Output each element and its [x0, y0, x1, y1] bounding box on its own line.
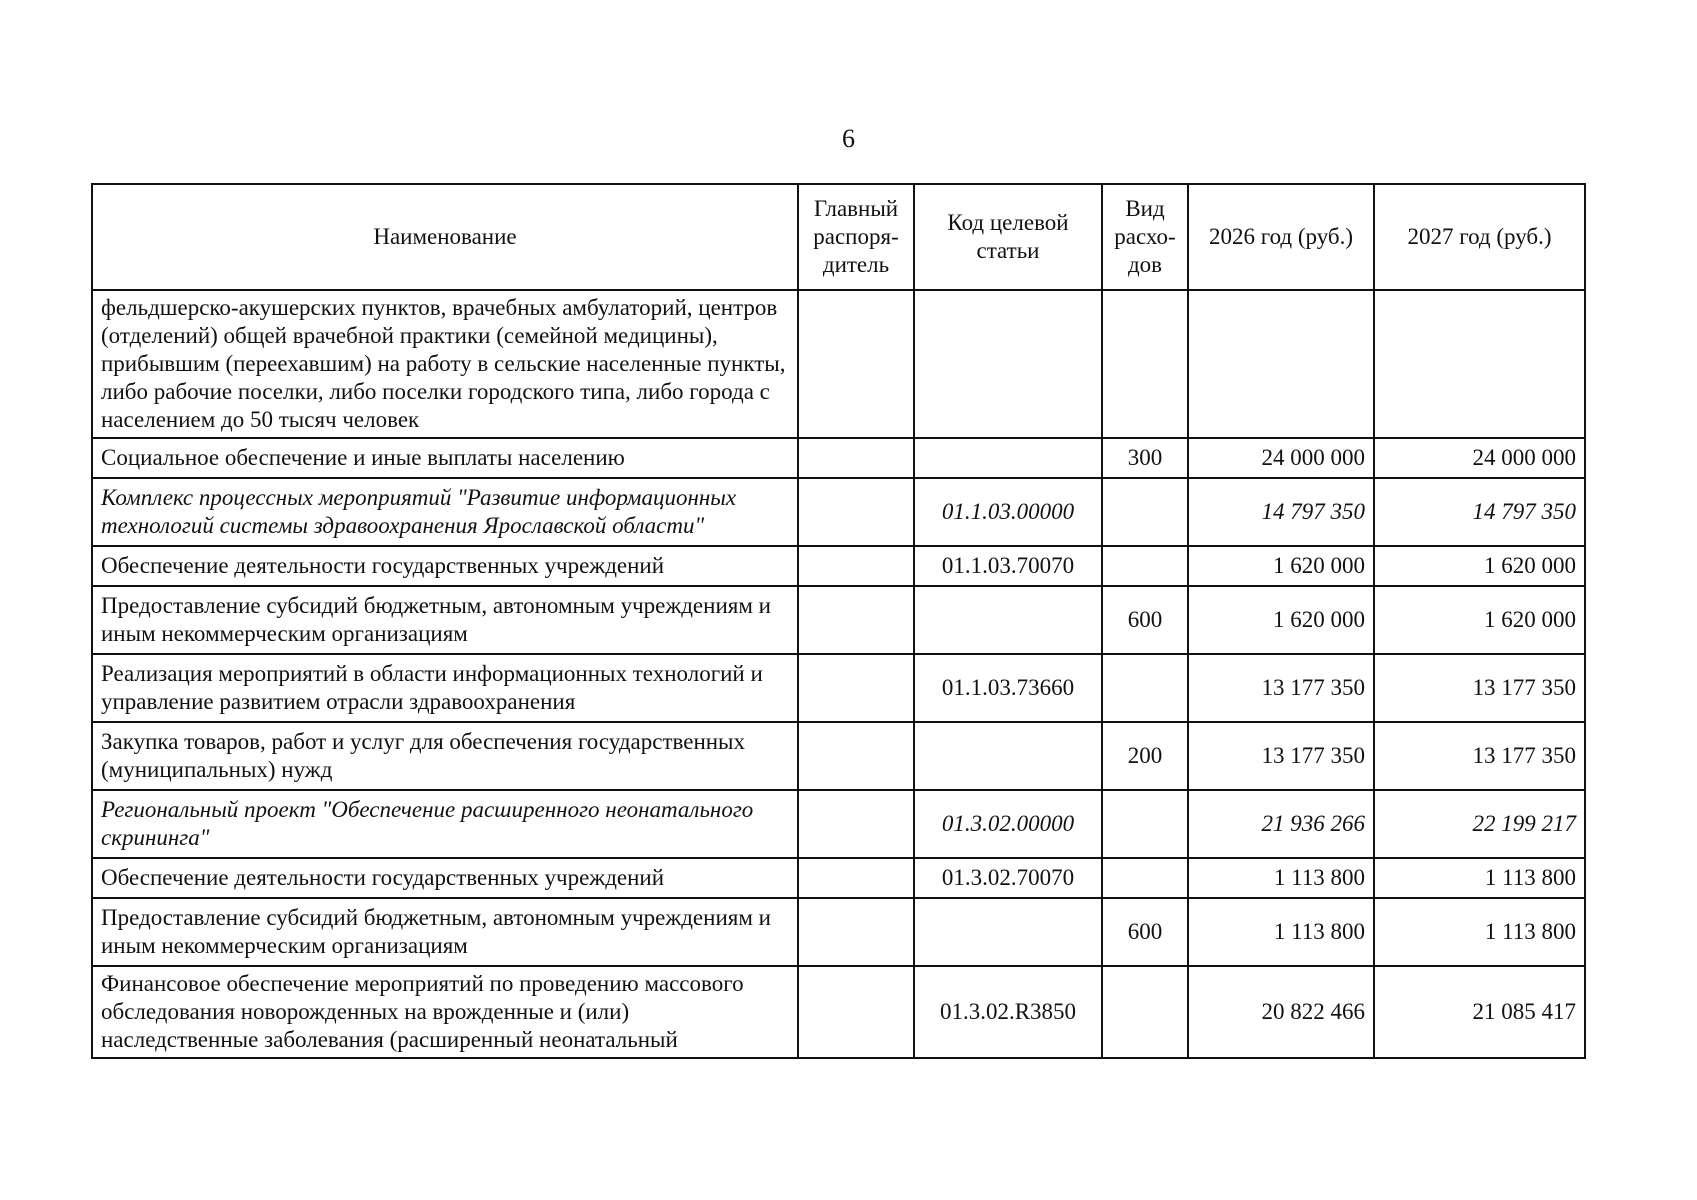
cell-name: Обеспечение деятельности государственных учреждений — [92, 546, 798, 586]
cell-manager — [798, 966, 914, 1058]
header-kind: Вид расхо- дов — [1102, 184, 1188, 290]
cell-code — [914, 586, 1102, 654]
cell-code: 01.3.02.R3850 — [914, 966, 1102, 1058]
cell-name: Закупка товаров, работ и услуг для обеспечения государственных (муниципальных) нужд — [92, 722, 798, 790]
header-2026: 2026 год (руб.) — [1188, 184, 1374, 290]
cell-code: 01.1.03.73660 — [914, 654, 1102, 722]
cell-kind: 600 — [1102, 898, 1188, 966]
cell-amount-2027: 1 113 800 — [1374, 858, 1585, 898]
cell-amount-2027: 13 177 350 — [1374, 722, 1585, 790]
table-row — [92, 966, 1585, 1058]
cell-kind — [1102, 290, 1188, 438]
cell-name: Предоставление субсидий бюджетным, автономным учреждениям и иным некоммерческим организациям — [92, 586, 798, 654]
cell-kind — [1102, 478, 1188, 546]
cell-code: 01.1.03.00000 — [914, 478, 1102, 546]
header-code: Код целевой статьи — [914, 184, 1102, 290]
table-row — [92, 546, 1585, 586]
cell-kind — [1102, 966, 1188, 1058]
cell-name: Комплекс процессных мероприятий "Развитие информационных технологий системы здравоохранения Ярославской области" — [92, 478, 798, 546]
cell-manager — [798, 546, 914, 586]
cell-manager — [798, 654, 914, 722]
cell-name: Обеспечение деятельности государственных учреждений — [92, 858, 798, 898]
table-row — [92, 438, 1585, 478]
cell-kind: 600 — [1102, 586, 1188, 654]
cell-manager — [798, 290, 914, 438]
cell-kind — [1102, 546, 1188, 586]
cell-manager — [798, 858, 914, 898]
table-row — [92, 586, 1585, 654]
table-row — [92, 722, 1585, 790]
table-row — [92, 478, 1585, 546]
table-row — [92, 790, 1585, 858]
cell-name: фельдшерско-акушерских пунктов, врачебных амбулаторий, центров (отделений) общей врачебной практики (семейной медицины), прибывшим (переехавшим) на работу в сельские населенные пункты, либо рабочие поселки, либо поселки городского типа, либо города с населением до 50 тысяч человек — [92, 290, 798, 438]
cell-amount-2027 — [1374, 290, 1585, 438]
cell-code: 01.1.03.70070 — [914, 546, 1102, 586]
cell-amount-2026: 14 797 350 — [1188, 478, 1374, 546]
cell-amount-2027: 1 113 800 — [1374, 898, 1585, 966]
cell-name: Региональный проект "Обеспечение расширенного неонатального скрининга" — [92, 790, 798, 858]
cell-amount-2026: 20 822 466 — [1188, 966, 1374, 1058]
cell-manager — [798, 898, 914, 966]
cell-name: Социальное обеспечение и иные выплаты населению — [92, 438, 798, 478]
cell-name: Предоставление субсидий бюджетным, автономным учреждениям и иным некоммерческим организациям — [92, 898, 798, 966]
cell-amount-2027: 24 000 000 — [1374, 438, 1585, 478]
cell-amount-2026: 13 177 350 — [1188, 722, 1374, 790]
cell-amount-2026: 1 620 000 — [1188, 586, 1374, 654]
budget-table — [91, 183, 1586, 1059]
cell-name: Финансовое обеспечение мероприятий по проведению массового обследования новорожденных на врожденные и (или) наследственные заболевания (расширенный неонатальный — [92, 966, 798, 1058]
cell-name: Реализация мероприятий в области информационных технологий и управление развитием отрасли здравоохранения — [92, 654, 798, 722]
cell-amount-2027: 14 797 350 — [1374, 478, 1585, 546]
table-row — [92, 654, 1585, 722]
cell-manager — [798, 790, 914, 858]
cell-amount-2027: 13 177 350 — [1374, 654, 1585, 722]
cell-amount-2026: 1 113 800 — [1188, 858, 1374, 898]
cell-kind — [1102, 858, 1188, 898]
cell-amount-2026: 21 936 266 — [1188, 790, 1374, 858]
table-header-row — [92, 184, 1585, 290]
cell-code: 01.3.02.00000 — [914, 790, 1102, 858]
cell-manager — [798, 478, 914, 546]
cell-code — [914, 438, 1102, 478]
table-row — [92, 898, 1585, 966]
page-number: 6 — [842, 124, 855, 153]
cell-code — [914, 290, 1102, 438]
cell-amount-2026: 24 000 000 — [1188, 438, 1374, 478]
cell-amount-2027: 1 620 000 — [1374, 546, 1585, 586]
cell-code — [914, 722, 1102, 790]
cell-amount-2026: 13 177 350 — [1188, 654, 1374, 722]
cell-manager — [798, 586, 914, 654]
cell-code — [914, 898, 1102, 966]
cell-amount-2027: 22 199 217 — [1374, 790, 1585, 858]
header-name: Наименование — [92, 184, 798, 290]
cell-kind — [1102, 654, 1188, 722]
cell-amount-2027: 1 620 000 — [1374, 586, 1585, 654]
cell-manager — [798, 722, 914, 790]
cell-amount-2027: 21 085 417 — [1374, 966, 1585, 1058]
cell-kind: 300 — [1102, 438, 1188, 478]
cell-amount-2026: 1 620 000 — [1188, 546, 1374, 586]
cell-amount-2026 — [1188, 290, 1374, 438]
cell-kind: 200 — [1102, 722, 1188, 790]
table-row — [92, 858, 1585, 898]
header-manager: Главный распоря- дитель — [798, 184, 914, 290]
cell-manager — [798, 438, 914, 478]
header-2027: 2027 год (руб.) — [1374, 184, 1585, 290]
cell-amount-2026: 1 113 800 — [1188, 898, 1374, 966]
table-row — [92, 290, 1585, 438]
cell-code: 01.3.02.70070 — [914, 858, 1102, 898]
table-body — [92, 290, 1585, 1058]
cell-kind — [1102, 790, 1188, 858]
